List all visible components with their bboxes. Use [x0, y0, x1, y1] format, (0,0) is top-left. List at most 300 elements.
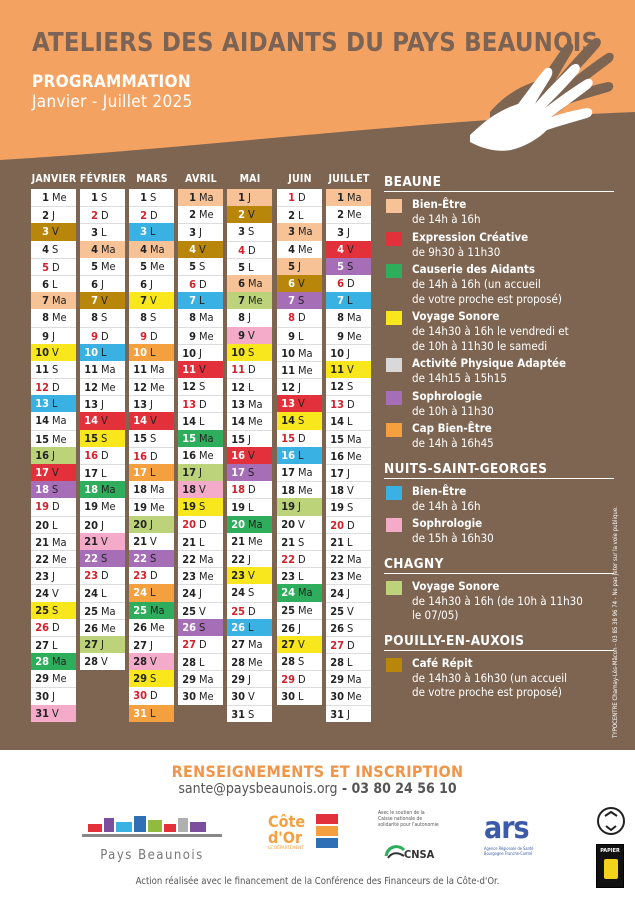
calendar-day: [31, 705, 76, 722]
weekday: Ma: [248, 517, 263, 531]
weekday: S: [347, 380, 354, 394]
calendar-day: [277, 516, 322, 533]
day-number: 14: [182, 415, 196, 429]
day-number: 5: [189, 259, 196, 273]
day-number: 30: [330, 690, 344, 704]
day-number: 2: [91, 209, 98, 223]
cote-dor-line3: LE DÉPARTEMENT: [268, 846, 304, 851]
day-number: 31: [231, 707, 245, 721]
weekday: L: [248, 620, 254, 634]
weekday: V: [298, 637, 305, 651]
weekday: V: [347, 604, 354, 618]
legend-swatch: [386, 232, 402, 246]
legend-item-time: de votre proche est proposé): [412, 685, 562, 699]
weekday: J: [52, 690, 55, 704]
weekday: Ma: [52, 655, 67, 669]
calendar-day: [326, 223, 371, 240]
day-number: 18: [84, 483, 98, 497]
weekday: Ma: [298, 346, 313, 360]
legend-item-name: Sophrologie: [412, 516, 483, 530]
day-number: 19: [330, 501, 344, 515]
weekday: Ma: [347, 432, 362, 446]
weekday: Ma: [52, 294, 67, 308]
weekday: J: [248, 673, 251, 687]
weekday: S: [298, 414, 305, 428]
calendar-day: [326, 430, 371, 447]
day-number: 11: [231, 362, 245, 376]
day-number: 10: [133, 345, 147, 359]
weekday: S: [150, 311, 157, 325]
ars-text: Agence Régionale de Santé Bourgogne Franche-Comté: [484, 846, 534, 856]
weekday: D: [248, 604, 256, 618]
calendar-day: [227, 584, 272, 601]
day-number: 13: [182, 398, 196, 412]
day-number: 30: [182, 690, 196, 704]
day-number: 13: [84, 398, 98, 412]
weekday: V: [150, 534, 157, 548]
calendar-day: [80, 567, 125, 584]
day-number: 25: [182, 604, 196, 618]
day-number: 25: [84, 604, 98, 618]
calendar-day: [227, 498, 272, 515]
calendar-day: [178, 275, 223, 292]
weekday: J: [347, 346, 350, 360]
weekday: V: [298, 276, 305, 290]
weekday: S: [52, 483, 59, 497]
calendar-day: [277, 241, 322, 258]
weekday: D: [101, 448, 109, 462]
weekday: V: [52, 587, 59, 601]
calendar-day: [129, 498, 174, 515]
month-column: [80, 189, 125, 670]
month-header: JANVIER: [31, 173, 77, 185]
calendar-day: [31, 584, 76, 601]
day-number: 3: [189, 226, 196, 240]
day-number: 19: [84, 500, 98, 514]
weekday: Ma: [199, 311, 214, 325]
calendar-day: [227, 533, 272, 550]
ars-logo: [484, 811, 564, 864]
contact-sep: -: [337, 781, 352, 797]
day-number: 14: [35, 414, 49, 428]
day-number: 1: [288, 191, 295, 204]
calendar-day: [227, 430, 272, 447]
weekday: L: [248, 501, 254, 515]
calendar-day: [80, 516, 125, 533]
day-number: 9: [91, 329, 98, 343]
weekday: L: [150, 225, 156, 239]
calendar-day: [80, 653, 125, 670]
weekday: J: [52, 448, 55, 462]
day-number: 28: [35, 655, 49, 669]
calendar-day: [326, 567, 371, 584]
calendar-day: [277, 584, 322, 601]
funding-note: Action réalisée avec le financement de la Conférence des Financeurs de la Côte-d'Or.: [135, 876, 500, 887]
weekday: V: [248, 448, 255, 462]
weekday: Ma: [150, 603, 165, 617]
calendar-day: [31, 378, 76, 395]
day-number: 3: [91, 226, 98, 240]
calendar-day: [178, 361, 223, 378]
weekday: L: [347, 656, 353, 670]
day-number: 5: [238, 260, 245, 274]
day-number: 23: [231, 569, 245, 583]
pays-beaunois-icon: [82, 812, 222, 842]
weekday: D: [199, 517, 207, 531]
calendar-day: [80, 533, 125, 550]
day-number: 24: [182, 587, 196, 601]
calendar-day: [227, 241, 272, 258]
month-header: JUILLET: [328, 173, 370, 185]
weekday: Ma: [101, 483, 116, 497]
weekday: V: [347, 242, 354, 256]
day-number: 6: [42, 277, 49, 291]
day-number: 12: [35, 381, 49, 395]
calendar-day: [326, 653, 371, 670]
day-number: 11: [84, 362, 98, 376]
weekday: Me: [199, 570, 214, 584]
weekday: J: [347, 587, 350, 601]
calendar-day: [227, 653, 272, 670]
weekday: Me: [298, 242, 313, 256]
calendar-day: [277, 378, 322, 395]
weekday: Ma: [150, 362, 165, 376]
weekday: Me: [199, 208, 214, 222]
day-number: 30: [35, 690, 49, 704]
day-number: 18: [281, 484, 295, 498]
day-number: 25: [35, 603, 49, 617]
legend-item-time: de 14h à 16h: [412, 498, 481, 513]
legend-item-name: Bien-Être: [412, 483, 467, 498]
calendar-day: [326, 550, 371, 567]
day-number: 1: [337, 191, 344, 204]
day-number: 10: [182, 346, 196, 360]
calendar-day: [129, 412, 174, 429]
weekday: S: [150, 672, 157, 686]
calendar-day: [129, 344, 174, 361]
weekday: V: [199, 483, 206, 497]
calendar-day: [277, 189, 322, 206]
weekday: Me: [248, 534, 263, 548]
weekday: V: [248, 690, 255, 704]
weekday: Ma: [150, 483, 165, 497]
calendar-day: [227, 327, 272, 344]
weekday: J: [52, 329, 55, 343]
weekday: V: [199, 242, 206, 256]
day-number: 22: [281, 552, 295, 566]
calendar-day: [178, 447, 223, 464]
calendar-day: [31, 327, 76, 344]
weekday: V: [347, 362, 354, 376]
legend-item: [384, 262, 614, 306]
day-number: 16: [133, 449, 147, 463]
weekday: V: [52, 225, 59, 239]
calendar-day: [80, 378, 125, 395]
weekday: S: [101, 551, 108, 565]
calendar-day: [277, 567, 322, 584]
triman-icon: [596, 806, 626, 836]
cote-dor-line2: d'Or: [268, 828, 303, 847]
day-number: 31: [35, 706, 49, 720]
day-number: 13: [231, 398, 245, 412]
weekday: D: [248, 362, 256, 376]
legend-item: [384, 309, 614, 353]
day-number: 1: [238, 191, 245, 204]
calendar-day: [326, 361, 371, 378]
day-number: 15: [35, 432, 49, 446]
day-number: 4: [238, 243, 245, 257]
weekday: L: [298, 570, 304, 584]
day-number: 1: [42, 191, 49, 204]
weekday: J: [248, 552, 251, 566]
weekday: S: [150, 191, 157, 204]
weekday: L: [52, 638, 58, 652]
weekday: L: [199, 294, 205, 308]
weekday: S: [199, 259, 206, 273]
calendar-day: [80, 636, 125, 653]
day-number: 20: [133, 517, 147, 531]
weekday: D: [248, 243, 256, 257]
calendar-day: [277, 258, 322, 275]
calendar-day: [129, 378, 174, 395]
day-number: 15: [182, 431, 196, 445]
day-number: 27: [35, 638, 49, 652]
day-number: 28: [182, 656, 196, 670]
calendar-day: [129, 533, 174, 550]
calendar-day: [129, 653, 174, 670]
calendar-day: [129, 309, 174, 326]
weekday: S: [347, 501, 354, 515]
day-number: 13: [281, 397, 295, 411]
pays-beaunois-label: Pays Beaunois: [100, 848, 204, 863]
day-number: 19: [35, 500, 49, 514]
day-number: 14: [281, 414, 295, 428]
day-number: 15: [133, 431, 147, 445]
calendar-day: [326, 258, 371, 275]
weekday: Ma: [101, 242, 116, 256]
weekday: D: [347, 518, 355, 532]
calendar-day: [31, 430, 76, 447]
cote-dor-line1: Côte: [268, 812, 306, 831]
day-number: 8: [337, 311, 344, 325]
weekday: S: [199, 500, 206, 514]
weekday: Me: [298, 363, 313, 377]
weekday: S: [101, 311, 108, 325]
weekday: V: [298, 517, 305, 531]
day-number: 24: [330, 587, 344, 601]
calendar-day: [326, 602, 371, 619]
legend-item-time: de 15h à 16h30: [412, 531, 494, 545]
day-number: 15: [231, 432, 245, 446]
calendar-day: [178, 344, 223, 361]
day-number: 17: [231, 466, 245, 479]
calendar-day: [178, 602, 223, 619]
weekday: V: [347, 484, 354, 498]
footer: [0, 750, 635, 903]
day-number: 28: [133, 655, 147, 669]
day-number: 26: [35, 620, 49, 634]
day-number: 28: [281, 655, 295, 669]
month-column: [227, 189, 272, 722]
day-number: 12: [133, 381, 147, 395]
day-number: 10: [35, 345, 49, 359]
weekday: Ma: [347, 311, 362, 325]
legend-item: [384, 579, 614, 623]
calendar-day: [129, 447, 174, 464]
day-number: 1: [91, 191, 98, 204]
day-number: 6: [189, 277, 196, 291]
day-number: 23: [133, 569, 147, 583]
legend-swatch: [386, 311, 402, 325]
calendar-day: [80, 258, 125, 275]
legend-item: [384, 197, 614, 227]
day-number: 26: [281, 621, 295, 635]
weekday: Ma: [199, 552, 214, 566]
day-number: 24: [84, 587, 98, 601]
day-number: 29: [35, 672, 49, 686]
day-number: 30: [231, 690, 245, 704]
day-number: 20: [231, 517, 245, 531]
legend-item: [384, 230, 614, 260]
legend-swatch: [386, 264, 402, 278]
day-number: 5: [140, 259, 147, 273]
weekday: V: [52, 345, 59, 359]
calendar-day: [277, 206, 322, 223]
weekday: S: [248, 225, 255, 239]
calendar-day: [326, 464, 371, 481]
day-number: 8: [238, 311, 245, 325]
weekday: Me: [248, 415, 263, 429]
calendar-day: [277, 275, 322, 292]
day-number: 21: [281, 535, 295, 549]
day-number: 19: [133, 501, 147, 515]
day-number: 8: [91, 311, 98, 325]
day-number: 6: [140, 277, 147, 291]
calendar-day: [129, 361, 174, 378]
month-header: JUIN: [288, 173, 312, 185]
legend-swatch: [386, 486, 402, 500]
calendar-day: [80, 447, 125, 464]
day-number: 24: [133, 586, 147, 600]
day-number: 2: [337, 208, 344, 222]
calendar-day: [227, 516, 272, 533]
weekday: Me: [347, 329, 362, 343]
day-number: 22: [231, 552, 245, 566]
month-column: [129, 189, 174, 722]
weekday: D: [347, 398, 355, 412]
calendar-day: [178, 292, 223, 309]
day-number: 4: [91, 242, 98, 256]
calendar-day: [227, 705, 272, 722]
day-number: 29: [281, 673, 295, 687]
weekday: Ma: [199, 673, 214, 687]
contact-line: [0, 781, 635, 797]
day-number: 30: [133, 689, 147, 703]
day-number: 8: [140, 311, 147, 325]
legend-item-name: Causerie des Aidants: [412, 262, 535, 276]
legend-swatch: [386, 581, 402, 595]
weekday: D: [347, 638, 355, 652]
calendar-day: [326, 189, 371, 206]
weekday: Ma: [150, 242, 165, 256]
calendar-day: [277, 309, 322, 326]
weekday: L: [347, 415, 353, 429]
weekday: Me: [347, 690, 362, 704]
weekday: S: [52, 362, 59, 376]
day-number: 26: [231, 620, 245, 634]
weekday: D: [298, 552, 306, 566]
day-number: 27: [133, 638, 147, 652]
weekday: J: [199, 226, 202, 240]
weekday: Me: [298, 484, 313, 498]
weekday: S: [347, 259, 354, 273]
calendar-day: [129, 275, 174, 292]
calendar-day: [326, 533, 371, 550]
calendar-day: [227, 309, 272, 326]
weekday: L: [101, 226, 107, 240]
day-number: 9: [337, 329, 344, 343]
calendar-day: [178, 412, 223, 429]
calendar-day: [31, 567, 76, 584]
day-number: 5: [288, 259, 295, 273]
calendar-day: [178, 327, 223, 344]
legend-item-time: le 07/05): [412, 608, 459, 622]
day-number: 26: [84, 621, 98, 635]
day-number: 3: [288, 225, 295, 239]
day-number: 18: [231, 483, 245, 497]
email-link[interactable]: sante@paysbeaunois.org: [178, 781, 338, 797]
weekday: Me: [347, 570, 362, 584]
weekday: Me: [52, 672, 67, 686]
day-number: 7: [337, 294, 344, 308]
weekday: Ma: [248, 637, 263, 651]
calendar-day: [227, 412, 272, 429]
weekday: Me: [150, 620, 165, 634]
weekday: L: [52, 518, 58, 532]
calendar-day: [31, 258, 76, 275]
calendar-day: [277, 653, 322, 670]
day-number: 18: [35, 483, 49, 497]
calendar-day: [178, 430, 223, 447]
calendar-day: [326, 516, 371, 533]
calendar-day: [277, 447, 322, 464]
weekday: L: [347, 535, 353, 549]
day-number: 27: [231, 637, 245, 651]
day-number: 13: [35, 397, 49, 411]
calendar-day: [227, 206, 272, 223]
day-number: 10: [330, 346, 344, 360]
legend-item: [384, 484, 614, 514]
day-number: 1: [140, 191, 147, 204]
legend-item-time: de votre proche est proposé): [412, 291, 562, 306]
printer-note: [612, 490, 624, 740]
day-number: 25: [281, 603, 295, 617]
weekday: D: [199, 398, 207, 412]
legend-item-time: de 14h30 à 16h (de 10h à 11h30: [412, 593, 583, 608]
month-header: AVRIL: [185, 173, 217, 185]
calendar-day: [178, 241, 223, 258]
calendar-day: [326, 584, 371, 601]
day-number: 9: [140, 329, 147, 343]
weekday: L: [199, 415, 205, 429]
day-number: 20: [35, 518, 49, 532]
calendar-day: [80, 327, 125, 344]
weekday: V: [150, 414, 157, 428]
day-number: 17: [281, 466, 295, 479]
day-number: 16: [182, 448, 196, 462]
calendar-day: [31, 275, 76, 292]
weekday: Ma: [52, 414, 67, 428]
